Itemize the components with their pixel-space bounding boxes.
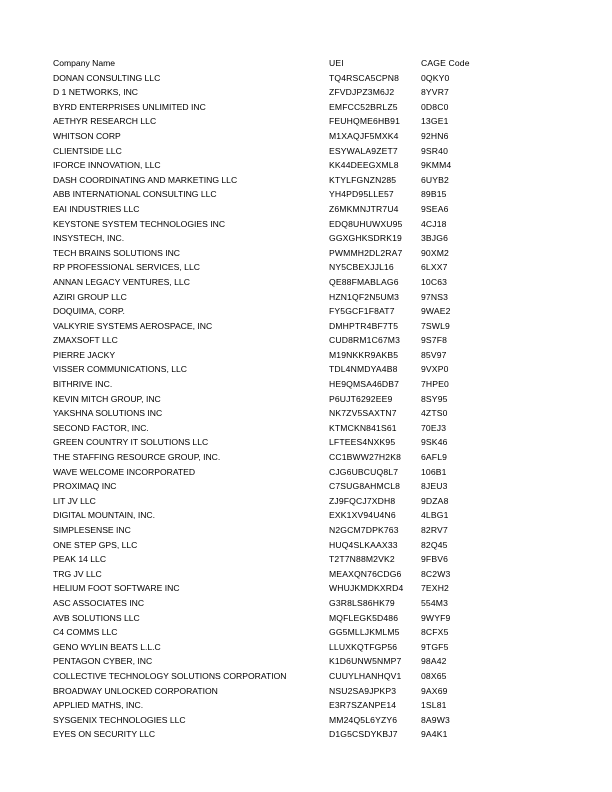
table-row xyxy=(53,85,481,100)
table-row xyxy=(53,640,481,655)
table-row xyxy=(53,158,481,173)
table-row xyxy=(53,333,481,348)
cage-code-cell: 9FBV6 xyxy=(421,554,449,565)
cage-code-cell: 6LXX7 xyxy=(421,262,448,273)
uei-cell: Z6MKMNJTR7U4 xyxy=(329,203,399,214)
company-name-cell: RP PROFESSIONAL SERVICES, LLC xyxy=(53,262,200,273)
company-table xyxy=(53,56,481,742)
uei-cell: G3R8LS86HK79 xyxy=(329,597,395,608)
uei-cell: CJG6UBCUQ8L7 xyxy=(329,466,399,477)
company-name-cell: BITHRIVE INC. xyxy=(53,379,113,390)
company-name-cell: COLLECTIVE TECHNOLOGY SOLUTIONS CORPORATION xyxy=(53,670,287,681)
cage-code-cell: 9WAE2 xyxy=(421,306,451,317)
table-row xyxy=(53,611,481,626)
table-row xyxy=(53,275,481,290)
cage-code-cell: 6AFL9 xyxy=(421,452,448,463)
uei-cell: M1XAQJF5MXK4 xyxy=(329,130,399,141)
cage-code-cell: 85V97 xyxy=(421,349,447,360)
header-cage-code: CAGE Code xyxy=(421,58,470,68)
cage-code-cell: 9WYF9 xyxy=(421,612,451,623)
company-name-cell: KEVIN MITCH GROUP, INC xyxy=(53,393,161,404)
cage-code-cell: 82RV7 xyxy=(421,525,448,535)
company-name-cell: DIGITAL MOUNTAIN, INC. xyxy=(53,510,156,521)
table-row xyxy=(53,479,481,494)
header-uei: UEI xyxy=(329,58,344,68)
uei-cell: LFTEES4NXK95 xyxy=(329,437,396,448)
cage-code-cell: 6UYB2 xyxy=(421,174,449,185)
table-row xyxy=(53,304,481,319)
uei-cell: HUQ4SLKAAX33 xyxy=(329,539,398,550)
company-name-cell: EYES ON SECURITY LLC xyxy=(53,729,156,740)
uei-cell: K1D6UNW5NMP7 xyxy=(329,656,402,667)
cage-code-cell: 08X65 xyxy=(421,670,447,681)
cage-code-cell: 554M3 xyxy=(421,597,449,608)
uei-cell: LLUXKQTFGP56 xyxy=(329,641,398,652)
cage-code-cell: 9VXP0 xyxy=(421,364,449,375)
company-name-cell: DONAN CONSULTING LLC xyxy=(53,72,161,83)
table-row xyxy=(53,465,481,480)
uei-cell: EMFCC52BRLZ5 xyxy=(329,101,398,112)
company-name-cell: SIMPLESENSE INC xyxy=(53,525,131,535)
cage-code-cell: 7EXH2 xyxy=(421,583,449,594)
company-name-cell: BYRD ENTERPRISES UNLIMITED INC xyxy=(53,101,206,112)
table-row xyxy=(53,684,481,699)
cage-code-cell: 4CJ18 xyxy=(421,218,447,229)
company-name-cell: ASC ASSOCIATES INC xyxy=(53,597,145,608)
company-name-cell: YAKSHNA SOLUTIONS INC xyxy=(53,408,163,419)
uei-cell: CUD8RM1C67M3 xyxy=(329,335,401,346)
company-name-cell: ABB INTERNATIONAL CONSULTING LLC xyxy=(53,189,217,200)
table-row xyxy=(53,144,481,159)
table-row xyxy=(53,231,481,246)
cage-code-cell: 13GE1 xyxy=(421,116,449,127)
uei-cell: KK44DEEGXML8 xyxy=(329,160,399,171)
uei-cell: FY5GCF1F8AT7 xyxy=(329,306,395,317)
company-name-cell: DASH COORDINATING AND MARKETING LLC xyxy=(53,174,238,185)
uei-cell: HZN1QF2N5UM3 xyxy=(329,291,400,302)
company-name-cell: VISSER COMMUNICATIONS, LLC xyxy=(53,364,188,375)
cage-code-cell: 1SL81 xyxy=(421,700,447,711)
company-name-cell: PEAK 14 LLC xyxy=(53,554,107,565)
cage-code-cell: 9DZA8 xyxy=(421,495,449,506)
table-row xyxy=(53,202,481,217)
company-name-cell: AVB SOLUTIONS LLC xyxy=(53,612,140,623)
uei-cell: CUUYLHANHQV1 xyxy=(329,670,402,681)
table-row xyxy=(53,290,481,305)
cage-code-cell: 70EJ3 xyxy=(421,422,447,433)
table-row xyxy=(53,654,481,669)
company-name-cell: HELIUM FOOT SOFTWARE INC xyxy=(53,583,180,594)
cage-code-cell: 0QKY0 xyxy=(421,72,450,83)
cage-code-cell: 9S7F8 xyxy=(421,335,448,346)
uei-cell: E3R7SZANPE14 xyxy=(329,700,397,711)
company-name-cell: ZMAXSOFT LLC xyxy=(53,335,118,346)
company-name-cell: D 1 NETWORKS, INC xyxy=(53,87,138,98)
uei-cell: P6UJT6292EE9 xyxy=(329,393,393,404)
table-row xyxy=(53,421,481,436)
table-row xyxy=(53,260,481,275)
company-name-cell: APPLIED MATHS, INC. xyxy=(53,700,144,711)
table-row xyxy=(53,552,481,567)
table-body xyxy=(53,71,481,742)
cage-code-cell: 8JEU3 xyxy=(421,481,448,492)
company-name-cell: AETHYR RESEARCH LLC xyxy=(53,116,157,127)
uei-cell: KTMCKN841S61 xyxy=(329,422,397,433)
company-name-cell: DOQUIMA, CORP. xyxy=(53,306,125,317)
cage-code-cell: 92HN6 xyxy=(421,130,449,141)
uei-cell: EDQ8UHUWXU95 xyxy=(329,218,403,229)
table-row xyxy=(53,625,481,640)
company-name-cell: VALKYRIE SYSTEMS AEROSPACE, INC xyxy=(53,320,213,331)
table-row xyxy=(53,727,481,742)
company-name-cell: KEYSTONE SYSTEM TECHNOLOGIES INC xyxy=(53,218,226,229)
uei-cell: MEAXQN76CDG6 xyxy=(329,568,402,579)
table-row xyxy=(53,435,481,450)
header-row xyxy=(53,56,481,71)
company-name-cell: INSYSTECH, INC. xyxy=(53,233,125,244)
uei-cell: C7SUG8AHMCL8 xyxy=(329,481,401,492)
cage-code-cell: 9AX69 xyxy=(421,685,448,696)
uei-cell: PWMMH2DL2RA7 xyxy=(329,247,403,258)
table-row xyxy=(53,713,481,728)
uei-cell: M19NKKR9AKB5 xyxy=(329,349,399,360)
uei-cell: YH4PD95LLE57 xyxy=(329,189,394,200)
company-name-cell: CLIENTSIDE LLC xyxy=(53,145,122,156)
table-row xyxy=(53,698,481,713)
company-name-cell: PROXIMAQ INC xyxy=(53,481,117,492)
cage-code-cell: 97NS3 xyxy=(421,291,449,302)
cage-code-cell: 89B15 xyxy=(421,189,447,200)
uei-cell: MQFLEGK5D486 xyxy=(329,612,399,623)
uei-cell: MM24Q5L6YZY6 xyxy=(329,714,398,725)
company-name-cell: GREEN COUNTRY IT SOLUTIONS LLC xyxy=(53,437,209,448)
cage-code-cell: 82Q45 xyxy=(421,539,448,550)
table-row xyxy=(53,581,481,596)
table-row xyxy=(53,129,481,144)
table-row xyxy=(53,450,481,465)
company-name-cell: WHITSON CORP xyxy=(53,130,121,141)
table-row xyxy=(53,567,481,582)
table-row xyxy=(53,596,481,611)
company-name-cell: PENTAGON CYBER, INC xyxy=(53,656,153,667)
uei-cell: NSU2SA9JPKP3 xyxy=(329,685,397,696)
cage-code-cell: 9TGF5 xyxy=(421,641,449,652)
uei-cell: GGXGHKSDRK19 xyxy=(329,233,402,244)
uei-cell: NK7ZV5SAXTN7 xyxy=(329,408,397,419)
uei-cell: KTYLFGNZN285 xyxy=(329,174,397,185)
company-name-cell: C4 COMMS LLC xyxy=(53,627,118,638)
company-name-cell: PIERRE JACKY xyxy=(53,349,116,360)
uei-cell: D1G5CSDYKBJ7 xyxy=(329,729,398,740)
cage-code-cell: 8A9W3 xyxy=(421,714,450,725)
company-name-cell: WAVE WELCOME INCORPORATED xyxy=(53,466,196,477)
company-name-cell: BROADWAY UNLOCKED CORPORATION xyxy=(53,685,218,696)
uei-cell: FEUHQME6HB91 xyxy=(329,116,401,127)
uei-cell: ESYWALA9ZET7 xyxy=(329,145,398,156)
cage-code-cell: 8C2W3 xyxy=(421,568,451,579)
cage-code-cell: 106B1 xyxy=(421,466,447,477)
company-name-cell: SECOND FACTOR, INC. xyxy=(53,422,149,433)
cage-code-cell: 9A4K1 xyxy=(421,729,448,740)
table-row xyxy=(53,494,481,509)
table-row xyxy=(53,71,481,86)
table-row xyxy=(53,319,481,334)
uei-cell: TDL4NMDYA4B8 xyxy=(329,364,398,375)
uei-cell: T2T7N88M2VK2 xyxy=(329,554,395,565)
company-name-cell: GENO WYLIN BEATS L.L.C xyxy=(53,641,161,652)
uei-cell: EXK1XV94U4N6 xyxy=(329,510,396,521)
uei-cell: CC1BWW27H2K8 xyxy=(329,452,402,463)
cage-code-cell: 8CFX5 xyxy=(421,627,449,638)
table-row xyxy=(53,523,481,538)
table-row xyxy=(53,100,481,115)
uei-cell: WHUJKMDKXRD4 xyxy=(329,583,404,594)
cage-code-cell: 4ZTS0 xyxy=(421,408,448,419)
cage-code-cell: 4LBG1 xyxy=(421,510,449,521)
company-name-cell: EAI INDUSTRIES LLC xyxy=(53,203,140,214)
table-row xyxy=(53,377,481,392)
table-row xyxy=(53,508,481,523)
uei-cell: ZFVDJPZ3M6J2 xyxy=(329,87,395,98)
uei-cell: ZJ9FQCJ7XDH8 xyxy=(329,495,396,506)
company-name-cell: IFORCE INNOVATION, LLC xyxy=(53,160,161,171)
uei-cell: N2GCM7DPK763 xyxy=(329,525,399,535)
company-name-cell: TECH BRAINS SOLUTIONS INC xyxy=(53,247,181,258)
table-row xyxy=(53,246,481,261)
company-name-cell: ANNAN LEGACY VENTURES, LLC xyxy=(53,276,190,287)
cage-code-cell: 90XM2 xyxy=(421,247,449,258)
table-row xyxy=(53,173,481,188)
uei-cell: NY5CBEXJJL16 xyxy=(329,262,394,273)
cage-code-cell: 9SK46 xyxy=(421,437,448,448)
table-row xyxy=(53,348,481,363)
company-name-cell: ONE STEP GPS, LLC xyxy=(53,539,138,550)
table-row xyxy=(53,217,481,232)
cage-code-cell: 8SY95 xyxy=(421,393,448,404)
cage-code-cell: 98A42 xyxy=(421,656,447,667)
cage-code-cell: 7SWL9 xyxy=(421,320,450,331)
cage-code-cell: 8YVR7 xyxy=(421,87,449,98)
cage-code-cell: 9SEA6 xyxy=(421,203,449,214)
table-row xyxy=(53,406,481,421)
company-name-cell: TRG JV LLC xyxy=(53,568,102,579)
company-name-cell: AZIRI GROUP LLC xyxy=(53,291,127,302)
table-row xyxy=(53,187,481,202)
company-name-cell: THE STAFFING RESOURCE GROUP, INC. xyxy=(53,452,221,463)
table-row xyxy=(53,392,481,407)
uei-cell: HE9QMSA46DB7 xyxy=(329,379,400,390)
uei-cell: QE88FMABLAG6 xyxy=(329,276,399,287)
header-company-name: Company Name xyxy=(53,58,116,68)
cage-code-cell: 0D8C0 xyxy=(421,101,449,112)
table-row xyxy=(53,114,481,129)
company-name-cell: LIT JV LLC xyxy=(53,495,96,506)
uei-cell: TQ4RSCA5CPN8 xyxy=(329,72,400,83)
cage-code-cell: 9SR40 xyxy=(421,145,449,156)
cage-code-cell: 3BJG6 xyxy=(421,233,449,244)
cage-code-cell: 9KMM4 xyxy=(421,160,452,171)
company-name-cell: SYSGENIX TECHNOLOGIES LLC xyxy=(53,714,186,725)
table-row xyxy=(53,538,481,553)
table-row xyxy=(53,669,481,684)
cage-code-cell: 10C63 xyxy=(421,276,448,287)
cage-code-cell: 7HPE0 xyxy=(421,379,449,390)
uei-cell: DMHPTR4BF7T5 xyxy=(329,320,399,331)
table-row xyxy=(53,362,481,377)
uei-cell: GG5MLLJKMLM5 xyxy=(329,627,400,638)
